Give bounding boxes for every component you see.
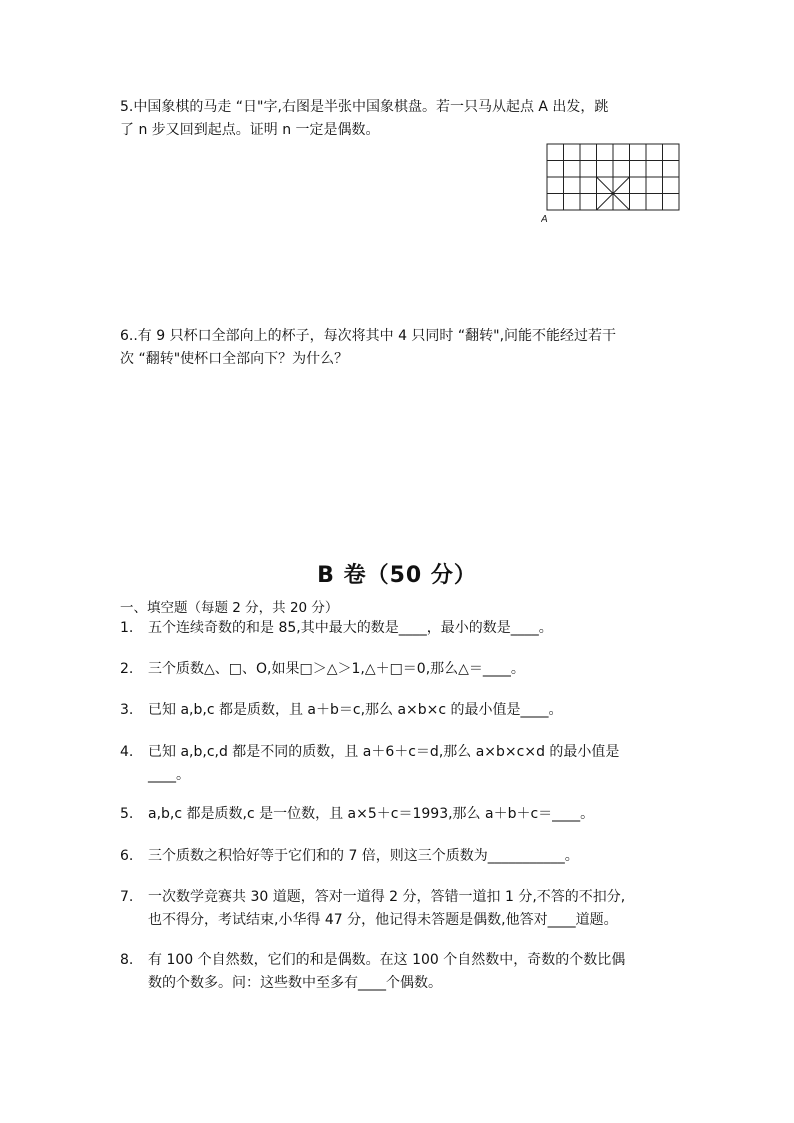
item-text: 已知 a,b,c 都是质数，且 a＋b＝c,那么 a×b×c 的最小值是____。	[148, 702, 563, 718]
item-number: 8.	[120, 952, 134, 968]
item-text: 三个质数之积恰好等于它们和的 7 倍，则这三个质数为___________。	[148, 848, 579, 864]
item-number: 4.	[120, 744, 134, 760]
item-text-continued: ____。	[148, 767, 190, 783]
item-text-continued: 数的个数多。问：这些数中至多有____个偶数。	[148, 975, 442, 991]
section-b-title: B 卷（50 分）	[317, 563, 477, 588]
question-6-line-2: 次 “翻转"使杯口全部向下？为什么？	[120, 351, 349, 367]
start-point-label: A	[541, 214, 548, 224]
item-text: a,b,c 都是质数,c 是一位数，且 a×5＋c＝1993,那么 a＋b＋c＝____。	[148, 806, 595, 822]
chess-board-svg	[541, 142, 681, 224]
section-b-subtitle: 一、填空题（每题 2 分，共 20 分）	[120, 600, 339, 616]
item-text: 已知 a,b,c,d 都是不同的质数，且 a＋6＋c＝d,那么 a×b×c×d 的最小值是	[148, 744, 620, 760]
item-text: 一次数学竞赛共 30 道题，答对一道得 2 分，答错一道扣 1 分,不答的不扣分,	[148, 889, 626, 905]
item-text-continued: 也不得分，考试结束,小华得 47 分，他记得未答题是偶数,他答对____道题。	[148, 912, 618, 928]
board-grid	[547, 144, 679, 210]
item-text: 三个质数△、□、O,如果□＞△＞1,△＋□＝0,那么△＝____。	[148, 661, 525, 677]
question-5-line-1: 5.中国象棋的马走 “日"字,右图是半张中国象棋盘。若一只马从起点 A 出发，跳	[120, 99, 609, 115]
item-number: 7.	[120, 889, 134, 905]
item-number: 6.	[120, 848, 134, 864]
item-number: 1.	[120, 620, 134, 636]
chess-board-diagram	[541, 142, 681, 224]
item-number: 3.	[120, 702, 134, 718]
item-text: 有 100 个自然数，它们的和是偶数。在这 100 个自然数中，奇数的个数比偶	[148, 952, 626, 968]
item-number: 5.	[120, 806, 134, 822]
item-text: 五个连续奇数的和是 85,其中最大的数是____，最小的数是____。	[148, 620, 553, 636]
item-number: 2.	[120, 661, 134, 677]
question-6-line-1: 6..有 9 只杯口全部向上的杯子，每次将其中 4 只同时 “翻转",问能不能经过若干	[120, 328, 617, 344]
question-5-line-2: 了 n 步又回到起点。证明 n 一定是偶数。	[120, 122, 380, 138]
